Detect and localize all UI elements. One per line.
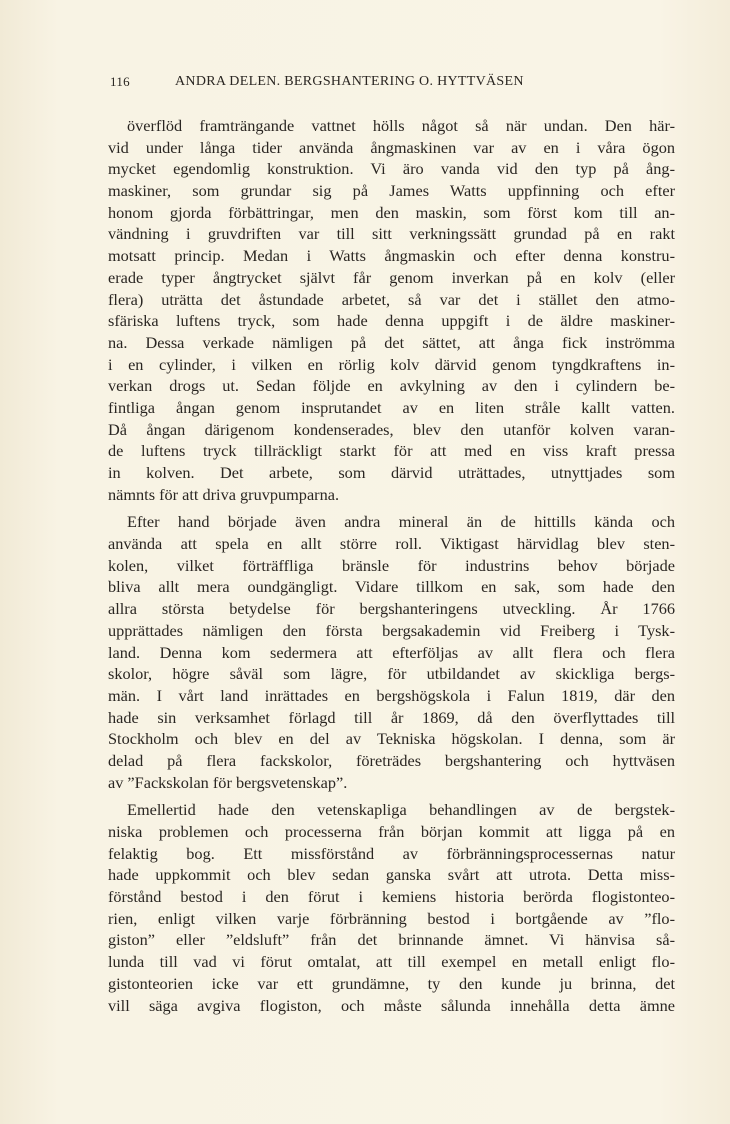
text-line: niska problemen och processerna från början kommit att ligga på en [108, 822, 675, 841]
text-line: flera) uträtta det åstundade arbetet, så var det i stället den atmo- [108, 289, 675, 309]
text-line: honom gjorda förbättringar, men den maskin, som först kom till an- [108, 202, 675, 222]
text-line: Emellertid hade den vetenskapliga behandlingen av de bergstek- [127, 800, 675, 820]
text-line: förstånd bestod i den förut i kemiens historia berörda flogistonteo- [108, 887, 675, 907]
text-line: skolor, högre såväl som lägre, för utbildandet av skickliga bergs- [108, 664, 675, 684]
text-line: nämnts för att driva gruvpumparna. [108, 484, 340, 504]
text-line: felaktig bog. Ett missförstånd av förbränningsprocessernas natur [108, 843, 675, 863]
text-line: rien, enligt vilken varje förbränning bestod i bortgående av ”flo- [108, 908, 675, 928]
text-line: de luftens tryck tillräckligt starkt för att med en viss kraft pressa [108, 441, 675, 461]
text-line: lunda till vad vi förut omtalat, att till exempel en metall enligt flo- [108, 952, 675, 972]
text-line: kolen, vilket förträffliga bränsle för industrins behov började [108, 555, 675, 575]
text-line: sfäriska luftens tryck, som hade denna uppgift i de äldre maskiner- [108, 311, 675, 331]
text-line: upprättades nämligen den första bergsakademin vid Freiberg i Tysk- [108, 620, 675, 640]
text-line: delad på flera fackskolor, företrädes bergshantering och hyttväsen [108, 750, 675, 770]
text-line: vid under långa tider använda ångmaskinen var av en i våra ögon [108, 137, 675, 157]
text-line: hade uppkommit och blev sedan ganska svårt att utrota. Detta miss- [108, 865, 675, 885]
text-line: in kolven. Det arbete, som därvid uträttades, utnyttjades som [108, 463, 675, 482]
text-line: hade sin verksamhet förlagd till år 1869, då den överflyttades till [108, 707, 675, 727]
text-line: av ”Fackskolan för bergsvetenskap”. [108, 772, 348, 792]
text-line: motsatt princip. Medan i Watts ångmaskin och efter denna konstru- [108, 246, 675, 266]
text-line: allra största betydelse för bergshanteringens utveckling. År 1766 [108, 599, 675, 619]
text-line: erade typer ångtrycket självt får genom inverkan på en kolv (eller [108, 267, 675, 287]
text-line: Stockholm och blev en del av Tekniska högskolan. I denna, som är [108, 729, 675, 749]
text-line: na. Dessa verkade nämligen på det sättet, att ånga fick inströmma [108, 332, 675, 352]
text-line: bliva allt mera oundgängligt. Vidare tillkom en sak, som hade den [108, 577, 675, 597]
text-line: i en cylinder, i vilken en rörlig kolv därvid genom tyngdkraftens in- [108, 354, 675, 374]
body-text [108, 115, 675, 1022]
text-line: män. I vårt land inrättades en bergshögskola i Falun 1819, där den [108, 685, 675, 705]
text-line: vill säga avgiva flogiston, och måste sålunda innehålla detta ämne [108, 995, 675, 1015]
paragraph [108, 799, 675, 1016]
text-line: överflöd framträngande vattnet hölls något så när undan. Den här- [127, 116, 675, 135]
text-line: land. Denna kom sedermera att efterföljas av allt flera och flera [108, 642, 675, 662]
text-line: använda att spela en allt större roll. Viktigast härvidlag blev sten- [108, 534, 675, 554]
page-number: 116 [110, 74, 130, 89]
text-line: Då ångan därigenom kondenserades, blev den utanför kolven varan- [108, 419, 675, 439]
text-line: maskiner, som grundar sig på James Watts uppfinning och efter [108, 181, 675, 201]
paragraph [108, 115, 675, 505]
text-line: mycket egendomlig konstruktion. Vi äro vanda vid den typ på ång- [108, 159, 675, 179]
text-line: gistonteorien icke var ett grundämne, ty den kunde ju brinna, det [108, 973, 675, 993]
running-title: ANDRA DELEN. BERGSHANTERING O. HYTTVÄSEN [175, 74, 524, 89]
text-line: Efter hand började även andra mineral än de hittills kända och [127, 512, 675, 532]
text-line: vändning i gruvdriften var till sitt verkningssätt grundad på en rakt [108, 224, 675, 244]
text-line: fintliga ångan genom insprutandet av en liten stråle kallt vatten. [108, 397, 675, 417]
text-line: giston” eller ”eldsluft” från det brinnande ämnet. Vi hänvisa så- [108, 930, 675, 950]
text-line: verkan drogs ut. Sedan följde en avkylning av den i cylindern be- [108, 376, 675, 396]
paragraph [108, 511, 675, 793]
